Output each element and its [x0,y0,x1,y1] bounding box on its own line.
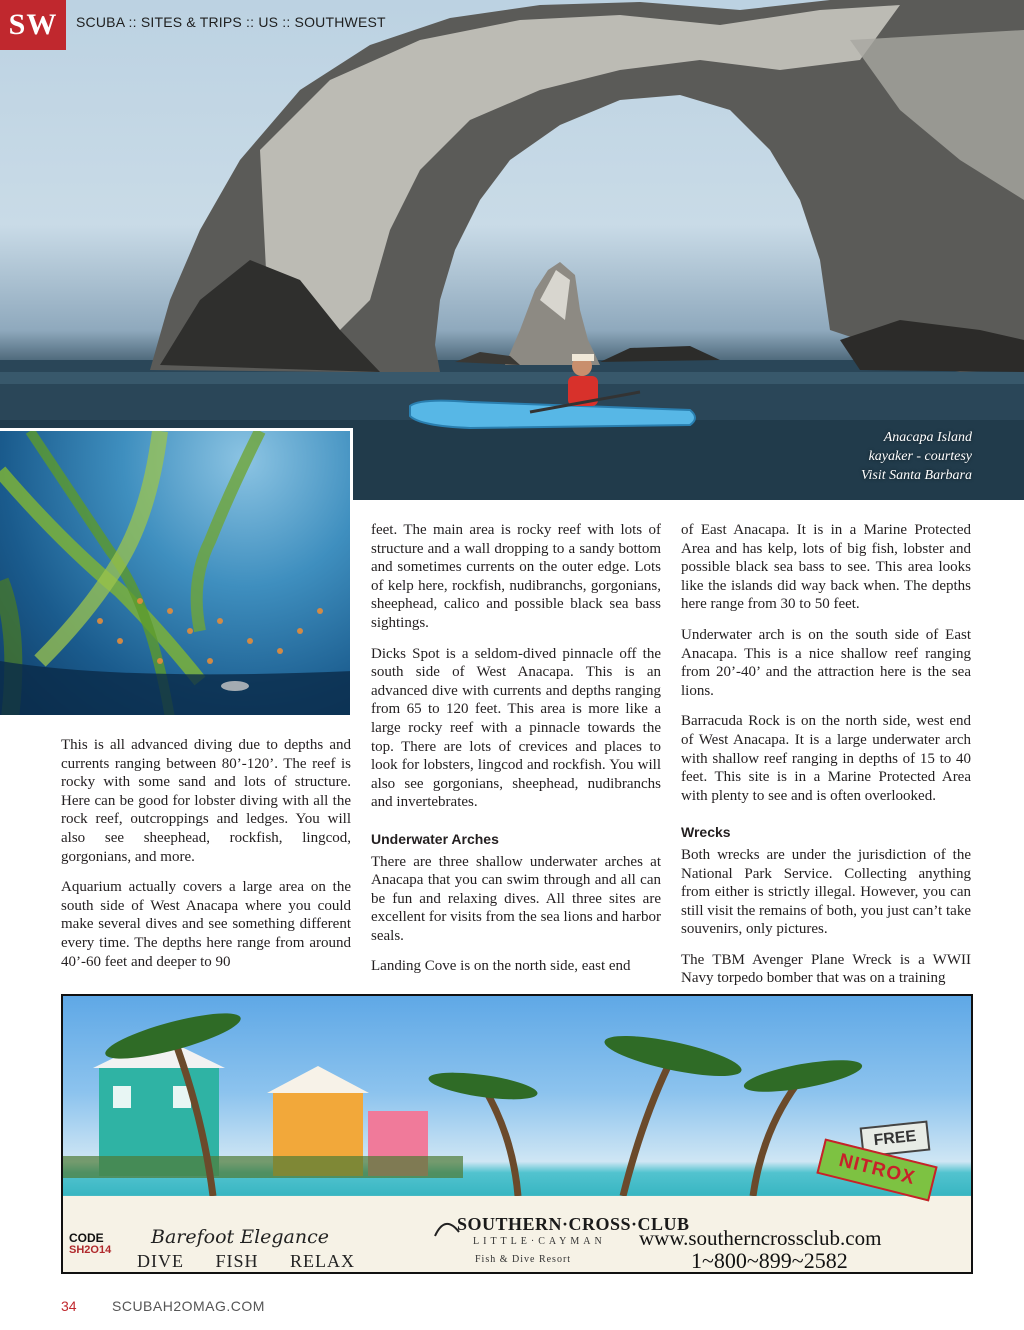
ad-tagline: Barefoot Elegance [151,1226,330,1248]
breadcrumb: SCUBA :: SITES & TRIPS :: US :: SOUTHWEST [76,14,386,30]
article-column-3 [681,521,971,1000]
promo-code-value: SH2O14 [69,1244,112,1256]
promo-code-label: CODE [69,1231,104,1245]
paragraph: of East Anacapa. It is in a Marine Protected Area and has kelp, lots of big fish, lobster and possible black sea bass to see. This area looks like the islands did way back when. The depths here range from 30 to 50 feet. [681,522,971,613]
paragraph: There are three shallow underwater arches at Anacapa that you can swim through and all can be fun and relaxing dives. All three sites are excellent for visits from the sea lions and harbor seals. [371,853,661,944]
resort-logo-tagline: Fish & Dive Resort [475,1254,572,1265]
paragraph: The TBM Avenger Plane Wreck is a WWII Navy torpedo bomber that was on a training [681,951,971,987]
paragraph: Dicks Spot is a seldom-dived pinnacle off the south side of West Anacapa. This is an advanced dive with currents and depths ranging from 65 to 120 feet. This area is more like a large rocky reef with a pinnacle towards the top. There are lots of crevices and places to look for lobsters, lingcod and rockfish. You will also see gorgonians, sheephead, nudibranchs and invertebrates. [371,645,661,811]
hero-photo-anacapa-arch [0,0,1024,500]
kelp-forest-photo [0,428,353,715]
page-number: 34 [61,1298,77,1314]
paragraph: Landing Cove is on the north side, east end [371,958,631,975]
paragraph: Underwater arch is on the south side of East Anacapa. This is a nice shallow reef ranging from 20’-40’ and the attraction here is the sea lions. [681,626,971,699]
activity-dive: DIVE [137,1251,184,1271]
paragraph: Aquarium actually covers a large area on the south side of West Anacapa where you could make several dives and see something different every time. The depths here range from around 40’-60 feet and deeper to 90 [61,879,351,970]
ad-activities [137,1251,381,1272]
promo-code [69,1232,111,1256]
ad-phone-number: 1~800~899~2582 [691,1248,848,1273]
paragraph: Both wrecks are under the jurisdiction of the National Park Service. Collecting anything from either is strictly illegal. However, you can still visit the remains of both, you just can’t take souvenirs, only pictures. [681,846,971,938]
article-column-1 [61,736,351,983]
section-badge: SW [0,0,66,50]
caption-line: Anacapa Island [883,430,972,445]
section-heading-wrecks: Wrecks [681,824,731,841]
activity-relax: RELAX [290,1251,356,1271]
caption-line: kayaker - courtesy [868,449,972,464]
free-badge: FREE [860,1121,931,1158]
resort-logo-location: LITTLE·CAYMAN [473,1236,606,1247]
resort-logo-name: SOUTHERN·CROSS·CLUB [457,1214,690,1234]
paragraph: feet. The main area is rocky reef with lots of structure and a wall dropping to a sandy bottom and sometimes currents on the outer edge. Lots of kelp here, rockfish, nudibranchs, gorgonians, sheephead, calico and possible black sea bass sightings. [371,522,661,631]
ad-website-link[interactable]: www.southerncrossclub.com [639,1226,882,1250]
nitrox-badge: NITROX [816,1139,937,1202]
arch-illustration [0,0,1024,500]
activity-fish: FISH [215,1251,259,1271]
paragraph: Barracuda Rock is on the north side, west end of West Anacapa. It is a large underwater arch with shallow reef ranging in depths of 15 to 40 feet. This site is in a Marine Protected Area with plenty to see and is often overlooked. [681,713,971,804]
article-column-2 [371,521,661,988]
kelp-illustration [0,431,353,715]
section-heading-underwater-arches: Underwater Arches [371,830,499,847]
resort-advertisement[interactable] [61,994,973,1274]
paragraph: This is all advanced diving due to depths and currents ranging between 80’-120’. The reef is rocky with some sand and lots of structure. Here can be good for lobster diving with all the rock reef, outcroppings and ledges. You will also see sheephead, rockfish, lingcod, gorgonians, and more. [61,737,351,865]
photo-caption [772,428,972,485]
caption-line: Visit Santa Barbara [861,468,972,483]
site-url: SCUBAH2OMAG.COM [112,1298,265,1314]
